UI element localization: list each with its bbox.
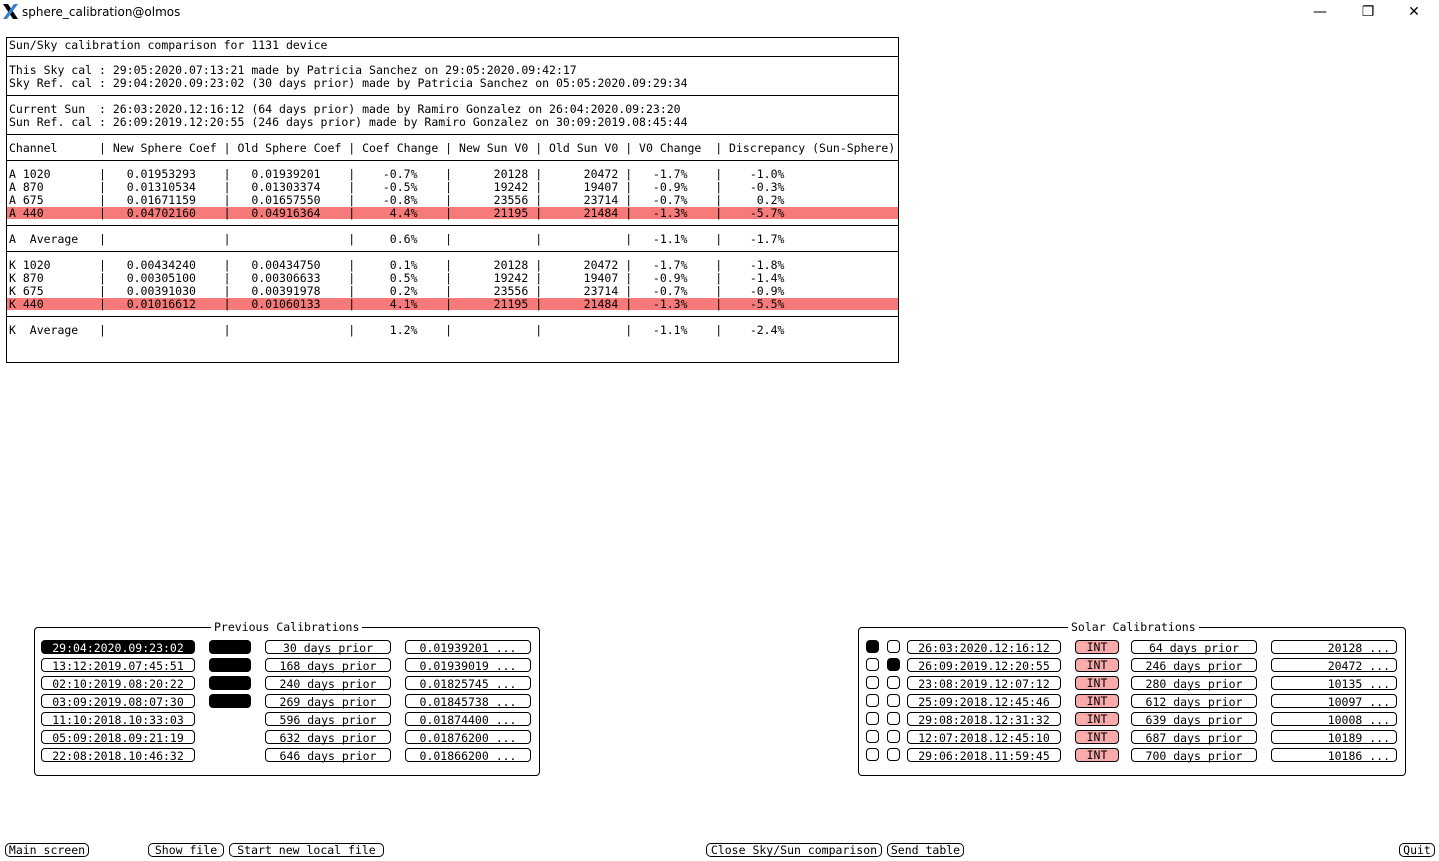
- solar-checkbox-a[interactable]: [866, 694, 879, 707]
- solar-checkbox-b[interactable]: [887, 730, 900, 743]
- prev-date-field[interactable]: 29:04:2020.09:23:02: [41, 640, 195, 654]
- solar-v0-field[interactable]: 20128 ...: [1271, 640, 1397, 654]
- current-sun-line: Current Sun : 26:03:2020.12:16:12 (64 days prior) made by Ramiro Gonzalez on 26:04:2020.09:23:20: [9, 102, 681, 116]
- prev-coef-field[interactable]: 0.01845738 ...: [405, 694, 531, 708]
- solar-checkbox-b[interactable]: [887, 658, 900, 671]
- selection-marker[interactable]: [209, 640, 251, 654]
- solar-v0-field[interactable]: 10189 ...: [1271, 730, 1397, 744]
- prev-date-field[interactable]: 13:12:2019.07:45:51: [41, 658, 195, 672]
- solar-checkbox-a[interactable]: [866, 658, 879, 671]
- table-row-highlighted: A 440 | 0.04702160 | 0.04916364 | 4.4% | 21195 | 21484 | -1.3% | -5.7%: [9, 206, 785, 220]
- solar-v0-field[interactable]: 10097 ...: [1271, 694, 1397, 708]
- prev-date-field[interactable]: 22:08:2018.10:46:32: [41, 748, 195, 762]
- solar-date-field[interactable]: 23:08:2019.12:07:12: [907, 676, 1061, 690]
- solar-checkbox-a[interactable]: [866, 748, 879, 761]
- solar-prior-field[interactable]: 700 days prior: [1131, 748, 1257, 762]
- maximize-button[interactable]: ❐: [1361, 4, 1375, 20]
- solar-date-field[interactable]: 29:08:2018.12:31:32: [907, 712, 1061, 726]
- prev-prior-field[interactable]: 30 days prior: [265, 640, 391, 654]
- average-row: A Average | | | 0.6% | | | -1.1% | -1.7%: [9, 232, 785, 246]
- solar-date-field[interactable]: 29:06:2018.11:59:45: [907, 748, 1061, 762]
- prev-date-field[interactable]: 05:09:2018.09:21:19: [41, 730, 195, 744]
- solar-prior-field[interactable]: 64 days prior: [1131, 640, 1257, 654]
- prev-prior-field[interactable]: 632 days prior: [265, 730, 391, 744]
- close-comparison-button[interactable]: Close Sky/Sun comparison: [706, 843, 882, 857]
- prev-date-field[interactable]: 11:10:2018.10:33:03: [41, 712, 195, 726]
- prev-date-field[interactable]: 02:10:2019.08:20:22: [41, 676, 195, 690]
- solar-calibrations-title: Solar Calibrations: [1068, 620, 1199, 634]
- solar-date-field[interactable]: 26:03:2020.12:16:12: [907, 640, 1061, 654]
- solar-checkbox-a[interactable]: [866, 676, 879, 689]
- close-window-button[interactable]: ✕: [1408, 4, 1420, 20]
- comparison-report: [6, 37, 899, 363]
- send-table-button[interactable]: Send table: [887, 843, 964, 857]
- solar-prior-field[interactable]: 246 days prior: [1131, 658, 1257, 672]
- int-button[interactable]: INT: [1075, 712, 1119, 726]
- solar-prior-field[interactable]: 280 days prior: [1131, 676, 1257, 690]
- solar-date-field[interactable]: 25:09:2018.12:45:46: [907, 694, 1061, 708]
- solar-prior-field[interactable]: 612 days prior: [1131, 694, 1257, 708]
- window-title: sphere_calibration@olmos: [22, 5, 181, 19]
- sun-ref-line: Sun Ref. cal : 26:09:2019.12:20:55 (246 days prior) made by Ramiro Gonzalez on 30:09:2019.08:45:44: [9, 115, 688, 129]
- selection-marker[interactable]: [209, 676, 251, 690]
- int-button[interactable]: INT: [1075, 730, 1119, 744]
- prev-prior-field[interactable]: 596 days prior: [265, 712, 391, 726]
- solar-date-field[interactable]: 12:07:2018.12:45:10: [907, 730, 1061, 744]
- prev-prior-field[interactable]: 168 days prior: [265, 658, 391, 672]
- solar-checkbox-a[interactable]: [866, 712, 879, 725]
- table-row: A 1020 | 0.01953293 | 0.01939201 | -0.7% | 20128 | 20472 | -1.7% | -1.0%: [9, 167, 785, 181]
- solar-checkbox-b[interactable]: [887, 748, 900, 761]
- report-heading: Sun/Sky calibration comparison for 1131 device: [9, 38, 328, 52]
- table-row: A 675 | 0.01671159 | 0.01657550 | -0.8% | 23556 | 23714 | -0.7% | 0.2%: [9, 193, 785, 207]
- average-row: K Average | | | 1.2% | | | -1.1% | -2.4%: [9, 323, 785, 337]
- solar-checkbox-b[interactable]: [887, 712, 900, 725]
- solar-checkbox-a[interactable]: [866, 640, 879, 653]
- solar-v0-field[interactable]: 20472 ...: [1271, 658, 1397, 672]
- quit-button[interactable]: Quit: [1399, 843, 1435, 857]
- table-row: K 675 | 0.00391030 | 0.00391978 | 0.2% | 23556 | 23714 | -0.7% | -0.9%: [9, 284, 785, 298]
- table-row-highlighted: K 440 | 0.01016612 | 0.01060133 | 4.1% | 21195 | 21484 | -1.3% | -5.5%: [9, 297, 785, 311]
- solar-checkbox-b[interactable]: [887, 694, 900, 707]
- solar-v0-field[interactable]: 10135 ...: [1271, 676, 1397, 690]
- sky-cal-line: This Sky cal : 29:05:2020.07:13:21 made by Patricia Sanchez on 29:05:2020.09:42:17: [9, 63, 577, 77]
- selection-marker[interactable]: [209, 694, 251, 708]
- solar-checkbox-b[interactable]: [887, 640, 900, 653]
- prev-coef-field[interactable]: 0.01825745 ...: [405, 676, 531, 690]
- x-app-icon: [2, 3, 19, 20]
- prev-date-field[interactable]: 03:09:2019.08:07:30: [41, 694, 195, 708]
- minimize-button[interactable]: —: [1313, 4, 1327, 20]
- solar-v0-field[interactable]: 10186 ...: [1271, 748, 1397, 762]
- solar-prior-field[interactable]: 687 days prior: [1131, 730, 1257, 744]
- solar-date-field[interactable]: 26:09:2019.12:20:55: [907, 658, 1061, 672]
- int-button[interactable]: INT: [1075, 658, 1119, 672]
- int-button[interactable]: INT: [1075, 694, 1119, 708]
- title-bar: [0, 0, 1439, 24]
- solar-checkbox-b[interactable]: [887, 676, 900, 689]
- main-screen-button[interactable]: Main screen: [5, 843, 89, 857]
- show-file-button[interactable]: Show file: [148, 843, 224, 857]
- prev-coef-field[interactable]: 0.01866200 ...: [405, 748, 531, 762]
- table-row: A 870 | 0.01310534 | 0.01303374 | -0.5% | 19242 | 19407 | -0.9% | -0.3%: [9, 180, 785, 194]
- sky-ref-line: Sky Ref. cal : 29:04:2020.09:23:02 (30 days prior) made by Patricia Sanchez on 05:05:2020.09:29:34: [9, 76, 688, 90]
- prev-coef-field[interactable]: 0.01876200 ...: [405, 730, 531, 744]
- solar-v0-field[interactable]: 10008 ...: [1271, 712, 1397, 726]
- table-row: K 870 | 0.00305100 | 0.00306633 | 0.5% | 19242 | 19407 | -0.9% | -1.4%: [9, 271, 785, 285]
- solar-checkbox-a[interactable]: [866, 730, 879, 743]
- prev-prior-field[interactable]: 269 days prior: [265, 694, 391, 708]
- start-new-local-file-button[interactable]: Start new local file: [229, 843, 384, 857]
- int-button[interactable]: INT: [1075, 676, 1119, 690]
- prev-coef-field[interactable]: 0.01939019 ...: [405, 658, 531, 672]
- prev-coef-field[interactable]: 0.01874400 ...: [405, 712, 531, 726]
- table-row: K 1020 | 0.00434240 | 0.00434750 | 0.1% | 20128 | 20472 | -1.7% | -1.8%: [9, 258, 785, 272]
- prev-coef-field[interactable]: 0.01939201 ...: [405, 640, 531, 654]
- prev-prior-field[interactable]: 240 days prior: [265, 676, 391, 690]
- selection-marker[interactable]: [209, 658, 251, 672]
- solar-prior-field[interactable]: 639 days prior: [1131, 712, 1257, 726]
- previous-calibrations-title: Previous Calibrations: [211, 620, 362, 634]
- prev-prior-field[interactable]: 646 days prior: [265, 748, 391, 762]
- int-button[interactable]: INT: [1075, 748, 1119, 762]
- int-button[interactable]: INT: [1075, 640, 1119, 654]
- table-header: Channel | New Sphere Coef | Old Sphere Coef | Coef Change | New Sun V0 | Old Sun V0 | V0 Change | Discrepancy (Sun-Sphere): [9, 141, 896, 155]
